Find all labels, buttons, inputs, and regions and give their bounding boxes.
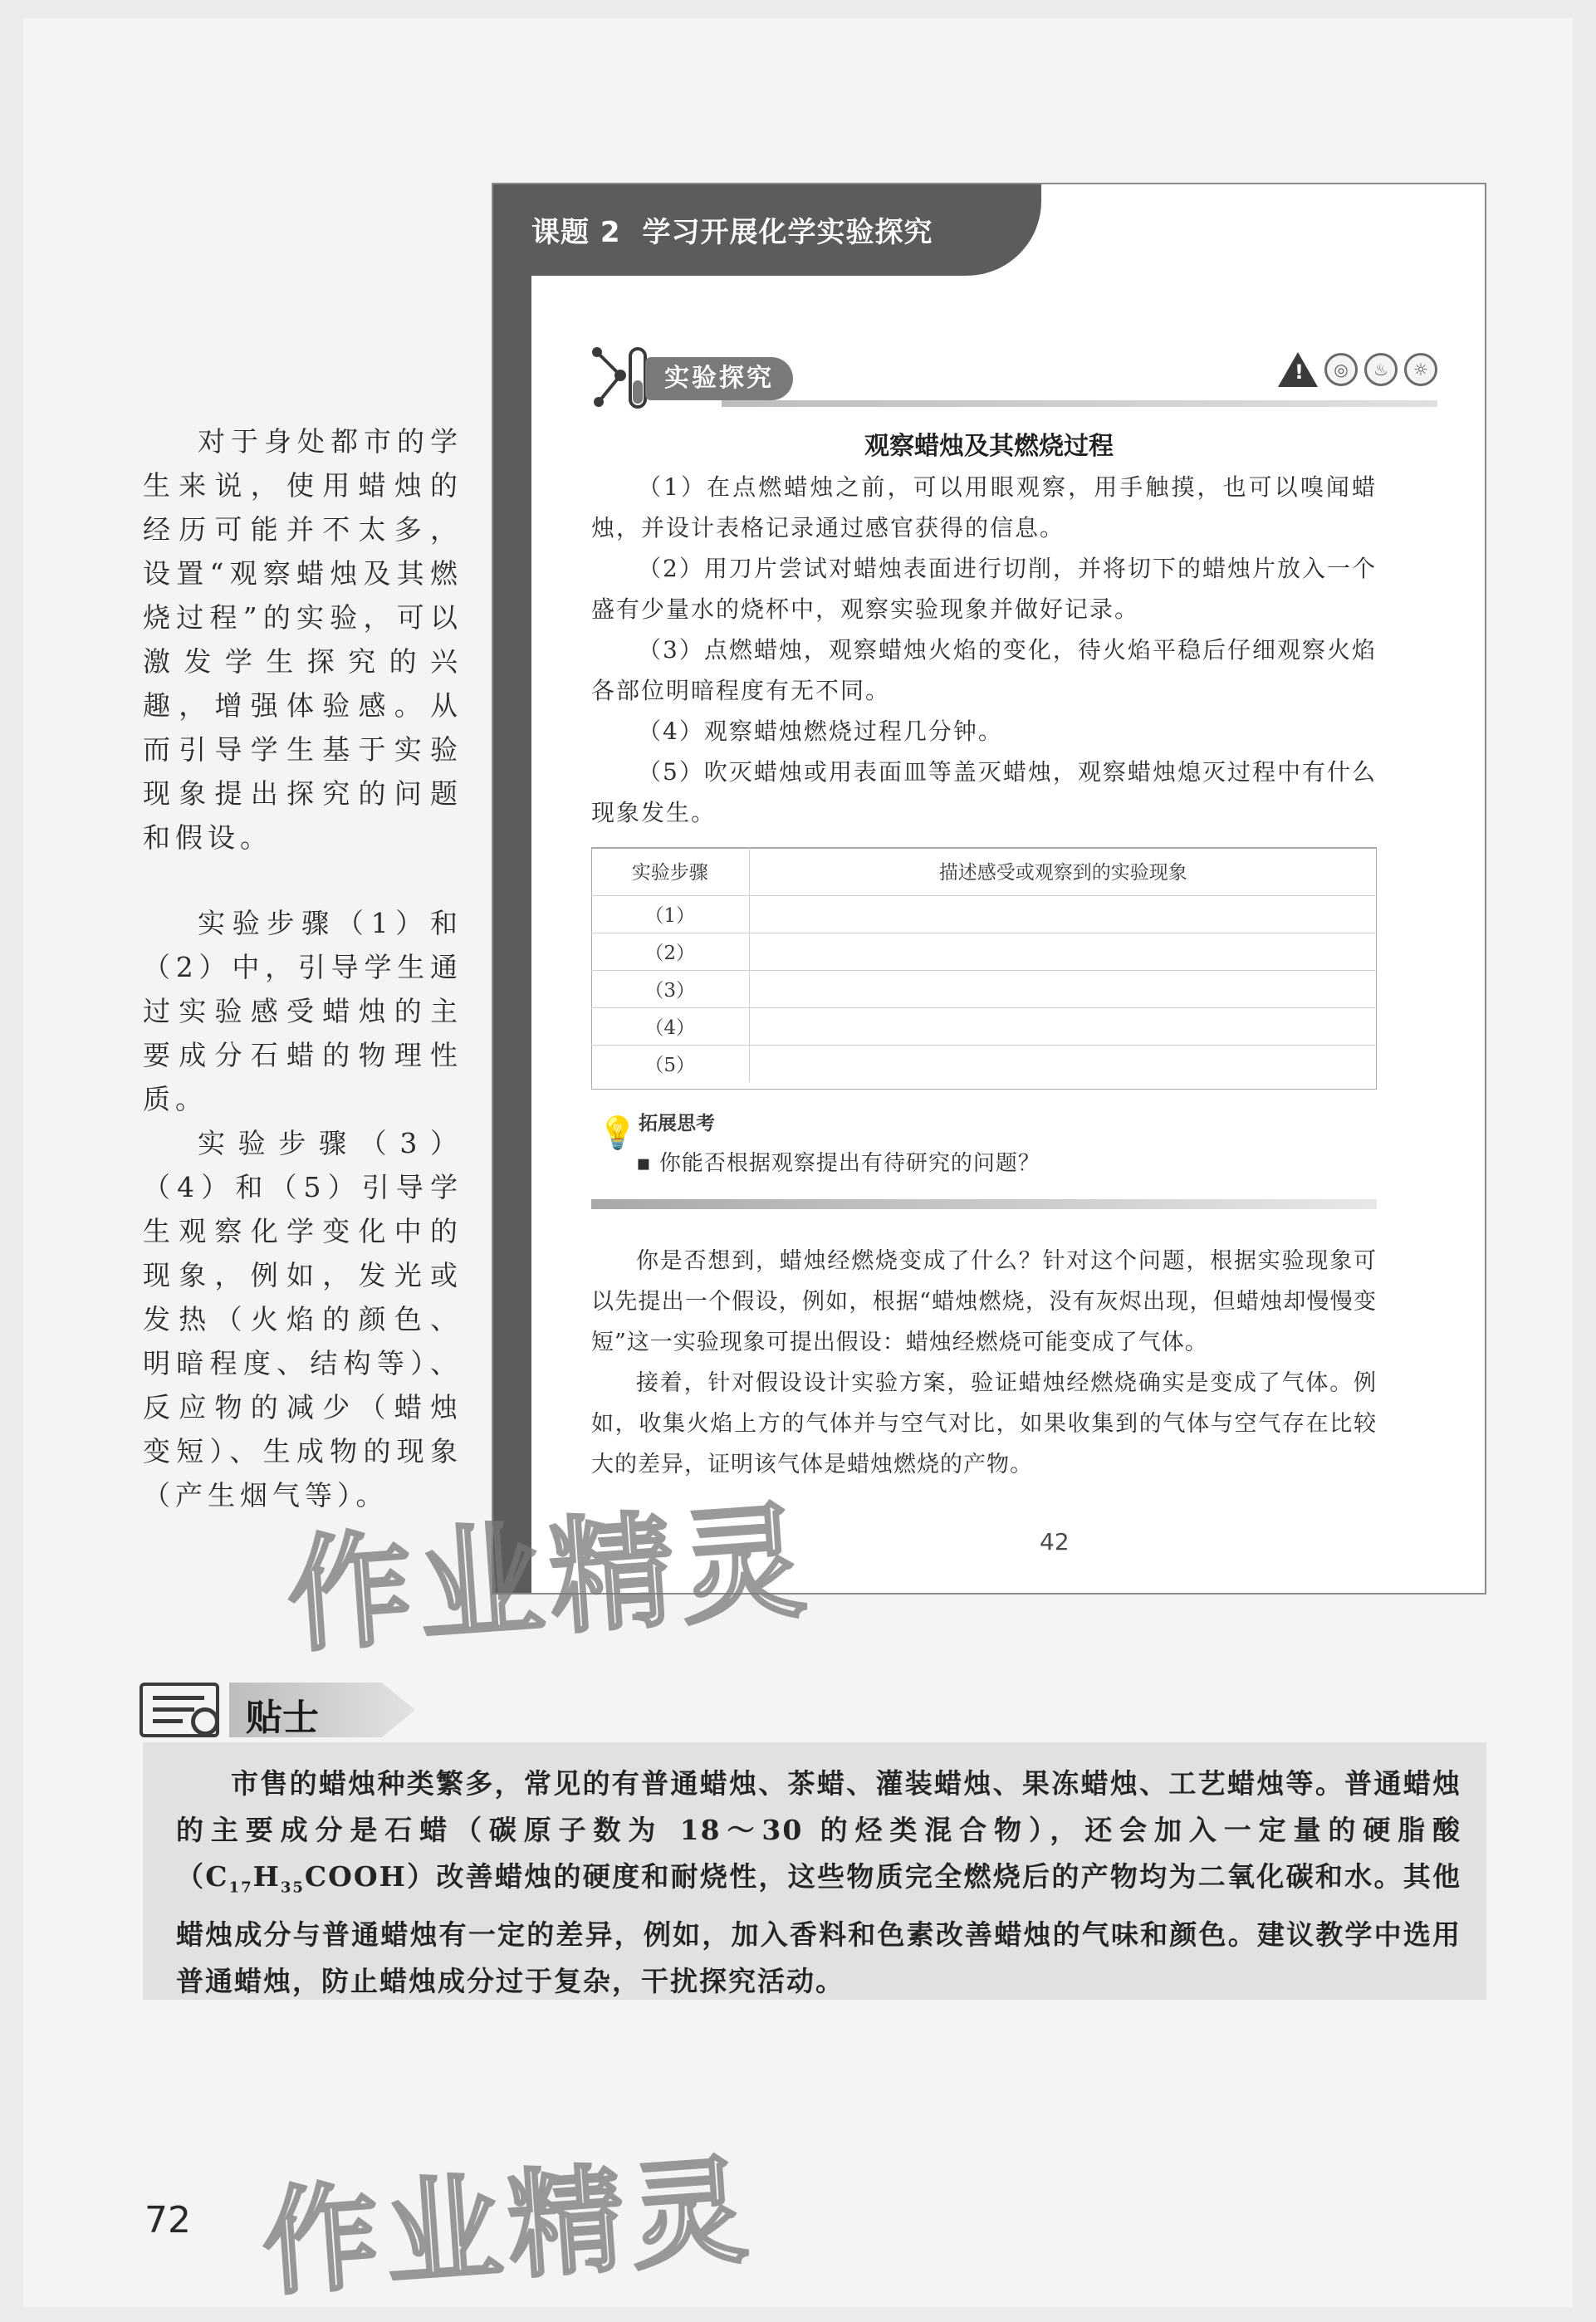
tips-subscript-35: 35: [280, 1879, 305, 1897]
extended-thinking-question: ▪ 你能否根据观察提出有待研究的问题？: [636, 1151, 1040, 1176]
experiment-title: 观察蜡烛及其燃烧过程: [864, 432, 1114, 461]
lesson-number: 课题 2: [531, 216, 621, 249]
section-divider: [591, 1199, 1377, 1209]
table-cell-blank: [749, 895, 1377, 933]
table-cell-step: （4）: [591, 1007, 749, 1045]
hypothesis-text: [591, 1241, 1377, 1485]
step-5: （5）吹灭蜡烛或用表面皿等盖灭蜡烛，观察蜡烛熄灭过程中有什么现象发生。: [591, 758, 1377, 826]
tips-text-part-a: 市售的蜡烛种类繁多，常见的有普通蜡烛、茶蜡、灌装蜡烛、果冻蜡烛、工艺蜡烛等。普通蜡烛的主要成分是石蜡（碳原子数为 18～30 的烃类混合物），还会加入一定量的硬脂酸（C: [176, 1767, 1461, 1893]
panel-header: [493, 184, 1041, 276]
page-number: 72: [144, 2199, 191, 2241]
watermark-text: 作业精灵: [282, 1489, 817, 1670]
lesson-title: 学习开展化学实验探究: [642, 216, 933, 249]
table-row: [591, 970, 1377, 1007]
table-cell-step: （5）: [591, 1045, 749, 1082]
extended-thinking-label: 拓展思考: [639, 1113, 715, 1134]
table-row: [591, 1007, 1377, 1045]
table-cell-blank: [749, 1045, 1377, 1082]
step-1: （1）在点燃蜡烛之前，可以用眼观察，用手触摸，也可以嗅闻蜡烛，并设计表格记录通过感官获得的信息。: [591, 473, 1377, 541]
panel-header-title: [531, 209, 955, 250]
lightbulb-icon: 💡: [598, 1114, 638, 1151]
goggles-icon: ◎: [1324, 353, 1358, 386]
step-2: （2）用刀片尝试对蜡烛表面进行切削，并将切下的蜡烛片放入一个盛有少量水的烧杯中，观察实验现象并做好记录。: [591, 555, 1377, 623]
textbook-panel: [492, 183, 1486, 1595]
hypothesis-paragraph: 你是否想到，蜡烛经燃烧变成了什么？针对这个问题，根据实验现象可以先提出一个假设，例如，根据“蜡烛燃烧，没有灰烬出现，但蜡烛却慢慢变短”这一实验现象可提出假设：蜡烛经燃烧可能变成了气体。: [591, 1248, 1377, 1355]
watermark-text-bottom: 作业精灵: [257, 2143, 758, 2313]
tips-text-part-c: COOH）改善蜡烛的硬度和耐烧性，这些物质完全燃烧后的产物均为二氧化碳和水。其他蜡烛成分与普通蜡烛有一定的差异，例如，加入香料和色素改善蜡烛的气味和颜色。建议教学中选用普通蜡烛，防止蜡烛成分过于复杂，干扰探究活动。: [176, 1860, 1462, 1997]
flame-icon: ♨: [1364, 353, 1398, 386]
table-cell-step: （2）: [591, 933, 749, 970]
safety-icons: [1278, 352, 1437, 387]
step-3: （3）点燃蜡烛，观察蜡烛火焰的变化，待火焰平稳后仔细观察火焰各部位明暗程度有无不同。: [591, 636, 1377, 704]
observation-table: [591, 847, 1377, 1082]
table-cell-step: （3）: [591, 970, 749, 1007]
table-cell-blank: [749, 970, 1377, 1007]
table-row: [591, 895, 1377, 933]
table-header-phenomenon: 描述感受或观察到的实验现象: [938, 862, 1187, 884]
table-row: [591, 1045, 1377, 1082]
warning-icon: !: [1278, 352, 1318, 387]
table-row: [591, 933, 1377, 970]
table-cell-blank: [749, 1007, 1377, 1045]
panel-left-bar: [493, 184, 531, 1593]
heat-icon: ☼: [1404, 353, 1437, 386]
tips-title: 贴士: [246, 1697, 319, 1739]
side-note-intro: [143, 419, 463, 860]
inner-page-number: 42: [1040, 1528, 1070, 1555]
banner-rule: [722, 400, 1437, 407]
experiment-badge: 实验探究: [645, 357, 793, 400]
experiment-banner: [589, 342, 1437, 417]
table-cell-step: （1）: [591, 895, 749, 933]
tips-box: [143, 1742, 1486, 2000]
experiment-steps: [591, 467, 1377, 833]
tips-header: [140, 1671, 430, 1746]
verification-paragraph: 接着，针对假设设计实验方案，验证蜡烛经燃烧确实是变成了气体。例如，收集火焰上方的气体并与空气对比，如果收集到的气体与空气存在比较大的差异，证明该气体是蜡烛燃烧的产物。: [591, 1370, 1377, 1477]
side-note-intro-text: 对于身处都市的学生来说，使用蜡烛的经历可能并不太多，设置“观察蜡烛及其燃烧过程”的实验，可以激发学生探究的兴趣，增强体验感。从而引导学生基于实验现象提出探究的问题和假设。: [143, 425, 463, 854]
side-note-steps: [143, 901, 463, 1517]
table-header-row: [591, 847, 1377, 895]
side-note-steps-physical: 实验步骤（1）和（2）中，引导学生通过实验感受蜡烛的主要成分石蜡的物理性质。: [143, 907, 463, 1115]
table-header-step: 实验步骤: [591, 847, 749, 895]
side-note-steps-chemical: 实验步骤（3）（4）和（5）引导学生观察化学变化中的现象，例如，发光或发热（火焰的颜色、明暗程度、结构等）、反应物的减少（蜡烛变短）、生成物的现象（产生烟气等）。: [143, 1127, 463, 1511]
magnifier-icon: [191, 1707, 219, 1736]
tips-text: [176, 1761, 1461, 2005]
table-cell-blank: [749, 933, 1377, 970]
tips-text-part-b: H: [252, 1860, 281, 1893]
tips-subscript-17: 17: [228, 1879, 253, 1897]
step-4: （4）观察蜡烛燃烧过程几分钟。: [638, 718, 1003, 745]
